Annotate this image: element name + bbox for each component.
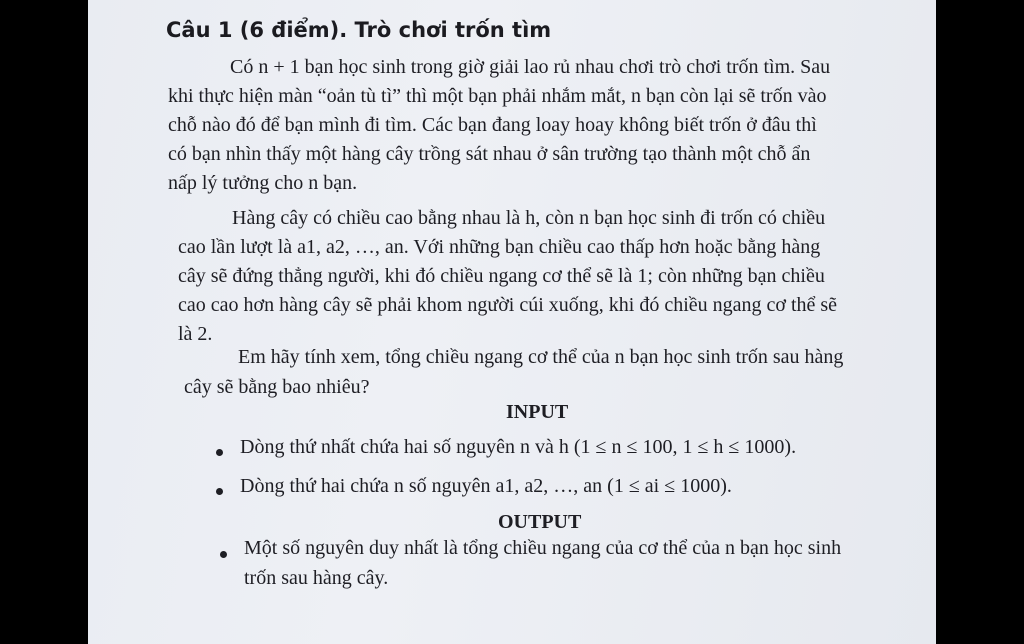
paragraph-2-line-3: cây sẽ đứng thẳng người, khi đó chiều ngang cơ thể sẽ là 1; còn những bạn chiều bbox=[178, 265, 825, 287]
output-bullet-1 bbox=[220, 551, 227, 558]
input-bullet-2 bbox=[216, 488, 223, 495]
output-heading: OUTPUT bbox=[498, 511, 582, 533]
paragraph-1-line-5: nấp lý tưởng cho n bạn. bbox=[168, 172, 358, 194]
paragraph-1-line-4: có bạn nhìn thấy một hàng cây trồng sát nhau ở sân trường tạo thành một chỗ ẩn bbox=[168, 143, 811, 165]
input-bullet-1 bbox=[216, 449, 223, 456]
input-item-1: Dòng thứ nhất chứa hai số nguyên n và h (1 ≤ n ≤ 100, 1 ≤ h ≤ 1000). bbox=[240, 436, 797, 458]
paragraph-2-line-1: Hàng cây có chiều cao bằng nhau là h, còn n bạn học sinh đi trốn có chiều bbox=[232, 207, 826, 229]
paragraph-1-line-2: khi thực hiện màn “oản tù tì” thì một bạn phải nhắm mắt, n bạn còn lại sẽ trốn vào bbox=[168, 85, 827, 107]
paragraph-1-line-1: Có n + 1 bạn học sinh trong giờ giải lao rủ nhau chơi trò chơi trốn tìm. Sau bbox=[230, 56, 831, 78]
paragraph-3-line-2: cây sẽ bằng bao nhiêu? bbox=[184, 376, 370, 398]
output-item-1-line-2: trốn sau hàng cây. bbox=[244, 567, 389, 589]
document-page bbox=[88, 0, 936, 644]
paragraph-3-line-1: Em hãy tính xem, tổng chiều ngang cơ thể của n bạn học sinh trốn sau hàng bbox=[238, 346, 844, 368]
problem-title: Câu 1 (6 điểm). Trò chơi trốn tìm bbox=[166, 18, 552, 42]
input-heading: INPUT bbox=[506, 401, 569, 423]
paragraph-2-line-2: cao lần lượt là a1, a2, …, an. Với những bạn chiều cao thấp hơn hoặc bằng hàng bbox=[178, 236, 821, 258]
paragraph-2-line-5: là 2. bbox=[178, 323, 213, 345]
output-item-1-line-1: Một số nguyên duy nhất là tổng chiều ngang của cơ thể của n bạn học sinh bbox=[244, 537, 842, 559]
paragraph-1-line-3: chỗ nào đó để bạn mình đi tìm. Các bạn đang loay hoay không biết trốn ở đâu thì bbox=[168, 114, 817, 136]
input-item-2: Dòng thứ hai chứa n số nguyên a1, a2, …, an (1 ≤ ai ≤ 1000). bbox=[240, 475, 732, 497]
paragraph-2-line-4: cao cao hơn hàng cây sẽ phải khom người cúi xuống, khi đó chiều ngang cơ thể sẽ bbox=[178, 294, 838, 316]
